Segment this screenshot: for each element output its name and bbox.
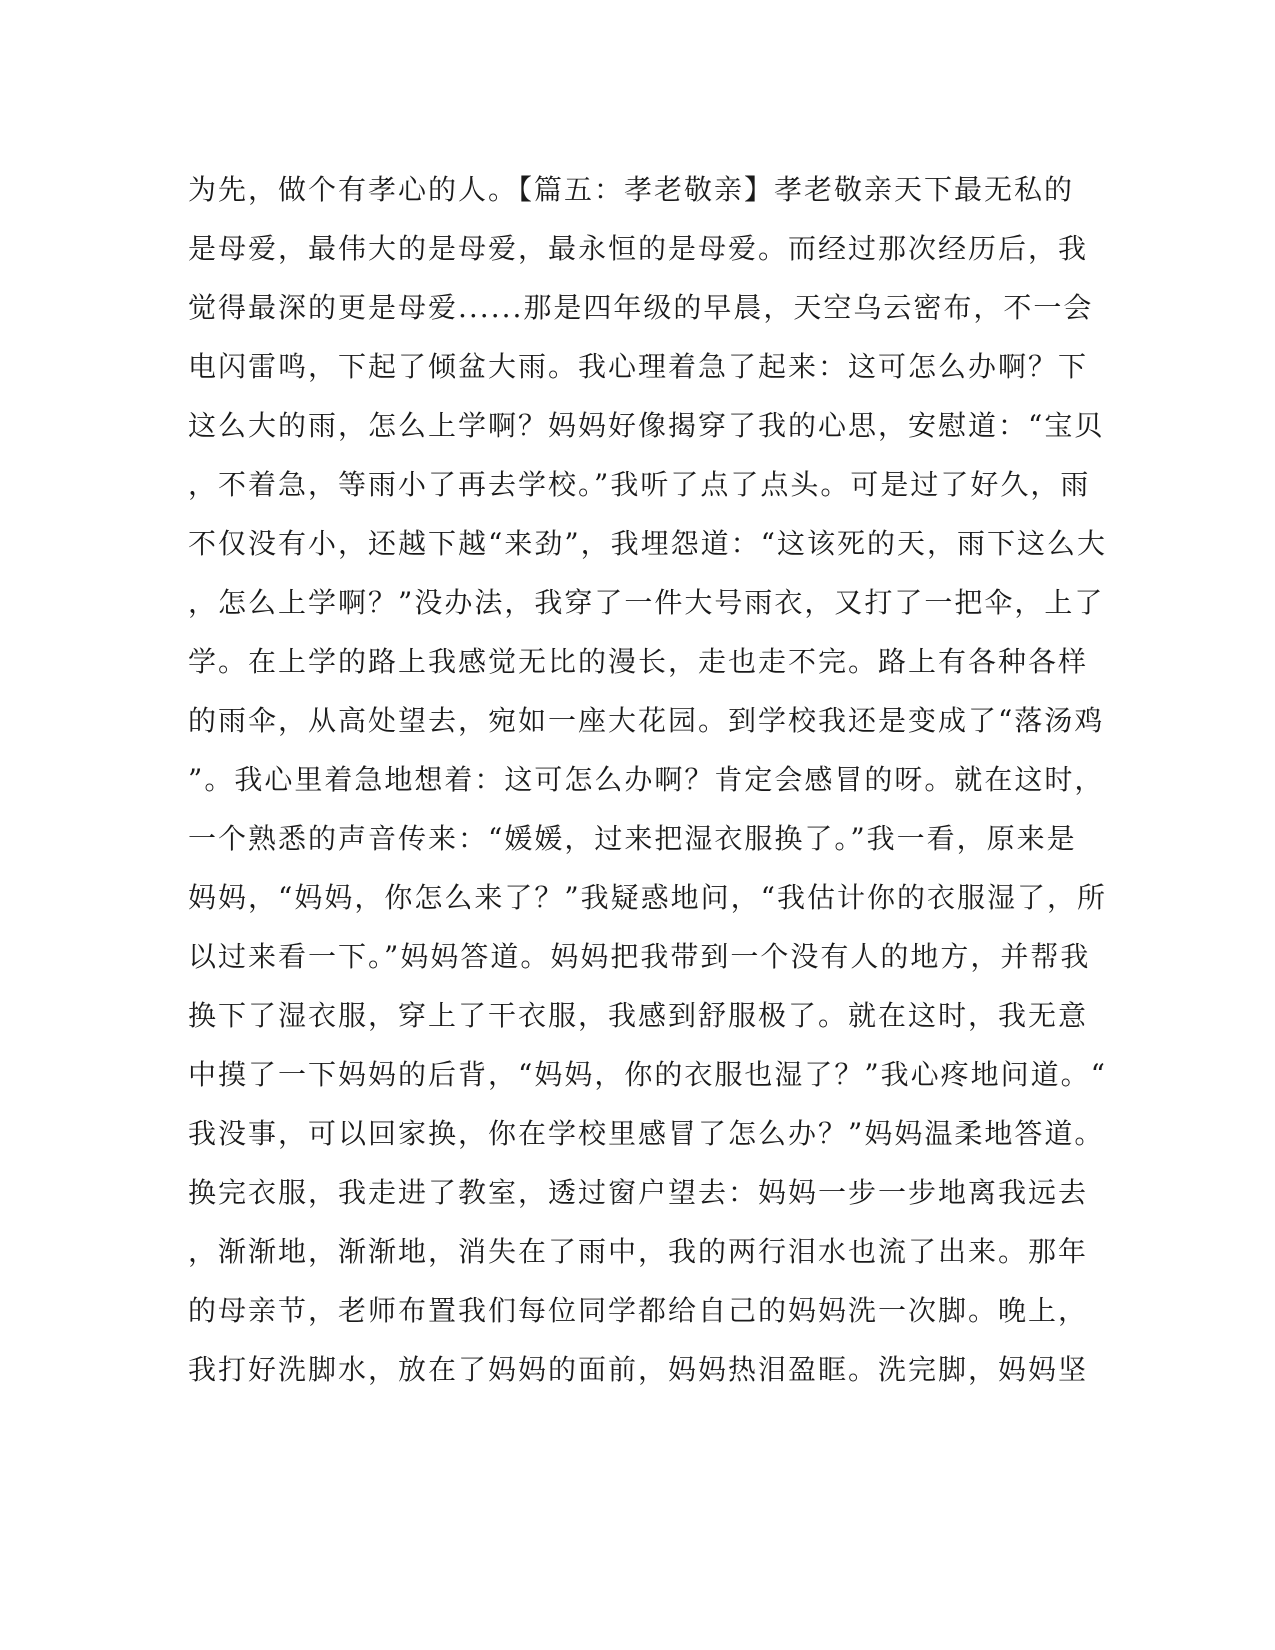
text-line: 妈妈，“妈妈，你怎么来了？”我疑惑地问，“我估计你的衣服湿了，所 xyxy=(188,881,1107,914)
text-line: 换下了湿衣服，穿上了干衣服，我感到舒服极了。就在这时，我无意 xyxy=(188,999,1089,1032)
text-line: 的母亲节，老师布置我们每位同学都给自己的妈妈洗一次脚。晚上， xyxy=(188,1294,1089,1327)
text-line: 以过来看一下。”妈妈答道。妈妈把我带到一个没有人的地方，并帮我 xyxy=(188,940,1091,973)
text-line: ”。我心里着急地想着：这可怎么办啊？肯定会感冒的呀。就在这时， xyxy=(188,763,1105,796)
text-line: 学。在上学的路上我感觉无比的漫长，走也走不完。路上有各种各样 xyxy=(188,645,1089,678)
text-line: 换完衣服，我走进了教室，透过窗户望去：妈妈一步一步地离我远去 xyxy=(188,1176,1089,1209)
text-line: 的雨伞，从高处望去，宛如一座大花园。到学校我还是变成了“落汤鸡 xyxy=(188,704,1105,737)
text-line: ，不着急，等雨小了再去学校。”我听了点了点头。可是过了好久，雨 xyxy=(188,468,1091,501)
text-line: 一个熟悉的声音传来：“媛媛，过来把湿衣服换了。”我一看，原来是 xyxy=(188,822,1077,855)
text-line: 觉得最深的更是母爱......那是四年级的早晨，天空乌云密布，不一会 xyxy=(188,291,1094,324)
text-line: 不仅没有小，还越下越“来劲”，我埋怨道：“这该死的天，雨下这么大 xyxy=(188,527,1107,560)
text-line: 是母爱，最伟大的是母爱，最永恒的是母爱。而经过那次经历后，我 xyxy=(188,232,1089,265)
text-line: ，怎么上学啊？”没办法，我穿了一件大号雨衣，又打了一把伞，上了 xyxy=(188,586,1105,619)
text-line: ，渐渐地，渐渐地，消失在了雨中，我的两行泪水也流了出来。那年 xyxy=(188,1235,1089,1268)
body-text xyxy=(188,168,1107,1407)
text-line: 为先，做个有孝心的人。【篇五：孝老敬亲】孝老敬亲天下最无私的 xyxy=(188,173,1075,206)
text-line: 我没事，可以回家换，你在学校里感冒了怎么办？”妈妈温柔地答道。 xyxy=(188,1117,1105,1150)
text-line: 我打好洗脚水，放在了妈妈的面前，妈妈热泪盈眶。洗完脚，妈妈坚 xyxy=(188,1353,1089,1386)
text-line: 中摸了一下妈妈的后背，“妈妈，你的衣服也湿了？”我心疼地问道。“ xyxy=(188,1058,1107,1091)
text-line: 电闪雷鸣，下起了倾盆大雨。我心理着急了起来：这可怎么办啊？下 xyxy=(188,350,1089,383)
text-line: 这么大的雨，怎么上学啊？妈妈好像揭穿了我的心思，安慰道：“宝贝 xyxy=(188,409,1105,442)
